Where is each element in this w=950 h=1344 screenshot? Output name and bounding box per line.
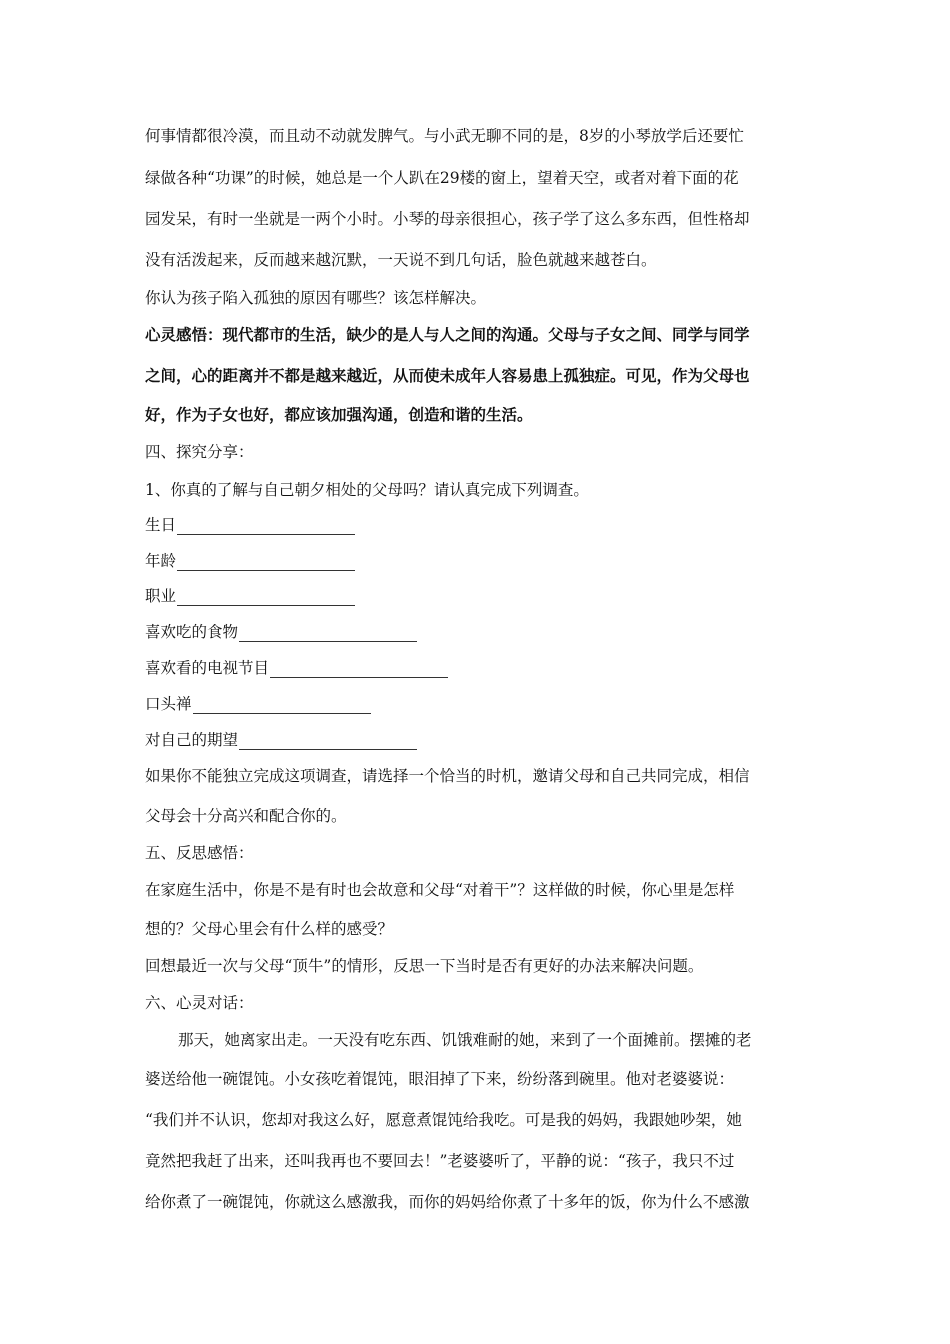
fill-blank[interactable] bbox=[177, 520, 355, 535]
survey-note-line: 如果你不能独立完成这项调查，请选择一个恰当的时机，邀请父母和自己共同完成，相信 bbox=[145, 767, 750, 785]
field-label: 职业 bbox=[145, 587, 177, 605]
story-line: 绿做各种“功课”的时候，她总是一个人趴在29楼的窗上，望着天空，或者对着下面的花 bbox=[145, 169, 739, 187]
reflection-line: 回想最近一次与父母“顶牛”的情形，反思一下当时是否有更好的办法来解决问题。 bbox=[145, 957, 704, 975]
fill-blank[interactable] bbox=[239, 735, 417, 750]
survey-field-food bbox=[145, 622, 417, 642]
dialogue-story-line: 那天，她离家出走。一天没有吃东西、饥饿难耐的她，来到了一个面摊前。摆摊的老 bbox=[178, 1031, 752, 1049]
insight-line: 心灵感悟：现代都市的生活，缺少的是人与人之间的沟通。父母与子女之间、同学与同学 bbox=[145, 326, 750, 344]
story-line: 没有活泼起来，反而越来越沉默，一天说不到几句话，脸色就越来越苍白。 bbox=[145, 251, 657, 269]
fill-blank[interactable] bbox=[177, 591, 355, 606]
field-label: 口头禅 bbox=[145, 695, 192, 713]
dialogue-story-line: “我们并不认识，您却对我这么好，愿意煮馄饨给我吃。可是我的妈妈，我跟她吵架，她 bbox=[145, 1111, 742, 1129]
fill-blank[interactable] bbox=[239, 627, 417, 642]
fill-blank[interactable] bbox=[270, 663, 448, 678]
field-label: 喜欢吃的食物 bbox=[145, 623, 239, 641]
insight-line: 之间，心的距离并不都是越来越近，从而使未成年人容易患上孤独症。可见，作为父母也 bbox=[145, 367, 750, 385]
survey-field-birthday bbox=[145, 515, 355, 535]
fill-blank[interactable] bbox=[177, 556, 355, 571]
survey-field-tv bbox=[145, 658, 448, 678]
section-heading-5: 五、反思感悟： bbox=[145, 844, 254, 862]
survey-field-age bbox=[145, 551, 355, 571]
survey-field-catchphrase bbox=[145, 694, 371, 714]
story-line: 园发呆，有时一坐就是一两个小时。小琴的母亲很担心，孩子学了这么多东西，但性格却 bbox=[145, 210, 750, 228]
field-label: 喜欢看的电视节目 bbox=[145, 659, 270, 677]
dialogue-story-line: 婆送给他一碗馄饨。小女孩吃着馄饨，眼泪掉了下来，纷纷落到碗里。他对老婆婆说： bbox=[145, 1070, 735, 1088]
section-heading-6: 六、心灵对话： bbox=[145, 994, 254, 1012]
survey-field-expectation bbox=[145, 730, 417, 750]
section-heading-4: 四、探究分享： bbox=[145, 443, 254, 461]
story-line: 何事情都很冷漠，而且动不动就发脾气。与小武无聊不同的是，8岁的小琴放学后还要忙 bbox=[145, 127, 744, 145]
reflection-line: 在家庭生活中，你是不是有时也会故意和父母“对着干”？这样做的时候，你心里是怎样 bbox=[145, 881, 735, 899]
field-label: 生日 bbox=[145, 516, 177, 534]
fill-blank[interactable] bbox=[193, 699, 371, 714]
dialogue-story-line: 给你煮了一碗馄饨，你就这么感激我，而你的妈妈给你煮了十多年的饭，你为什么不感激 bbox=[145, 1193, 750, 1211]
insight-line: 好，作为子女也好，都应该加强沟通，创造和谐的生活。 bbox=[145, 406, 533, 424]
survey-note-line: 父母会十分高兴和配合你的。 bbox=[145, 807, 347, 825]
dialogue-story-line: 竟然把我赶了出来，还叫我再也不要回去！”老婆婆听了，平静的说：“孩子，我只不过 bbox=[145, 1152, 735, 1170]
survey-intro: 1、你真的了解与自己朝夕相处的父母吗？请认真完成下列调查。 bbox=[145, 481, 589, 499]
reflection-line: 想的？父母心里会有什么样的感受？ bbox=[145, 920, 394, 938]
question-text: 你认为孩子陷入孤独的原因有哪些？该怎样解决。 bbox=[145, 289, 487, 307]
survey-field-job bbox=[145, 586, 355, 606]
field-label: 年龄 bbox=[145, 552, 177, 570]
field-label: 对自己的期望 bbox=[145, 731, 239, 749]
